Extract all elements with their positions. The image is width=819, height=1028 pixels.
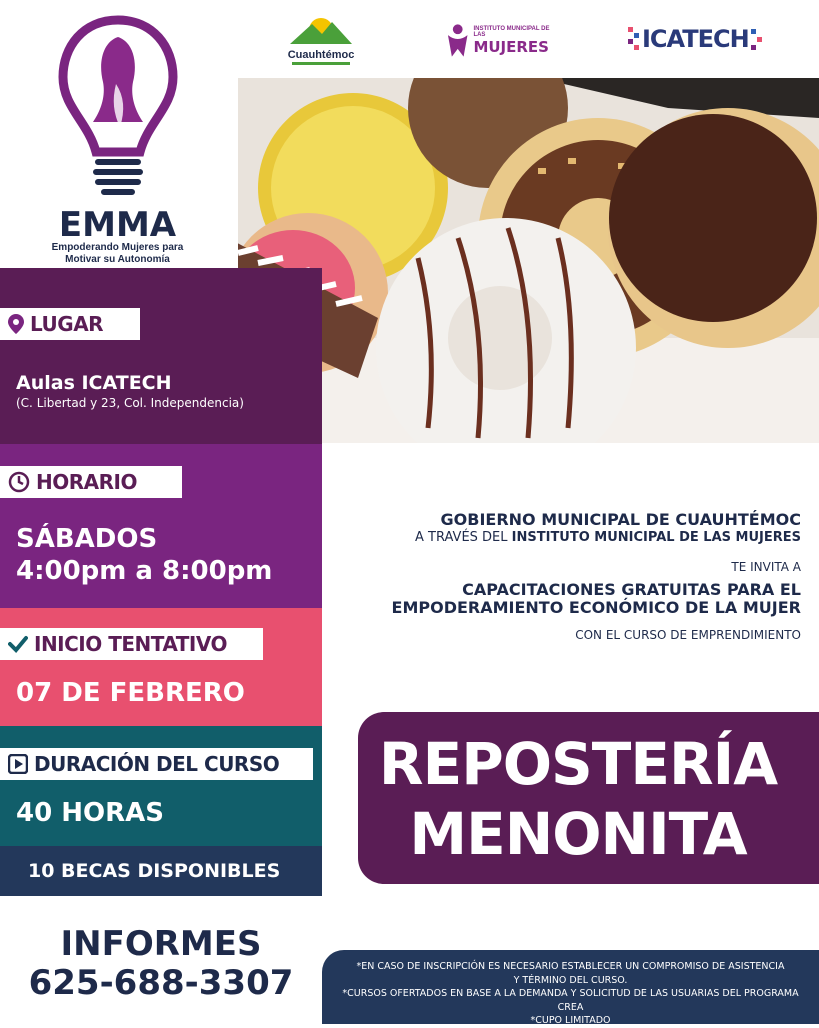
icatech-logo — [628, 22, 768, 56]
gov-title: GOBIERNO MUNICIPAL DE CUAUHTÉMOC — [440, 510, 801, 529]
horario-tag — [0, 466, 182, 498]
course-title-line1: REPOSTERÍA — [378, 730, 778, 798]
becas-text: 10 BECAS DISPONIBLES — [28, 860, 281, 882]
informes-phone: 625-688-3307 — [28, 963, 294, 1003]
cuauhtemoc-logo-text: Cuauhtémoc — [287, 49, 355, 61]
gov-through — [415, 530, 801, 545]
capacitaciones-line1: CAPACITACIONES GRATUITAS PARA EL — [462, 580, 801, 599]
duracion-tag — [0, 748, 313, 780]
disclaimer-notes — [322, 950, 819, 1024]
location-pin-icon — [8, 314, 24, 334]
capacitaciones-line2: EMPODERAMIENTO ECONÓMICO DE LA MUJER — [391, 598, 801, 617]
icatech-logo-text: ICATECH — [642, 25, 749, 53]
note-4: *CUPO LIMITADO — [530, 1015, 611, 1026]
cuauhtemoc-logo — [286, 14, 356, 66]
inicio-section — [0, 608, 322, 726]
through-bold: INSTITUTO MUNICIPAL DE LAS MUJERES — [511, 530, 801, 545]
donuts-photo — [238, 78, 819, 443]
horario-days: SÁBADOS — [16, 524, 158, 554]
play-icon — [8, 754, 28, 774]
inicio-date: 07 DE FEBRERO — [16, 678, 245, 708]
emma-subtitle-2: Motivar su Autonomía — [65, 254, 170, 265]
note-1: *EN CASO DE INSCRIPCIÓN ES NECESARIO ESTABLECER UN COMPROMISO DE ASISTENCIA — [356, 961, 785, 972]
inicio-label: INICIO TENTATIVO — [34, 632, 227, 656]
through-prefix: A TRAVÉS DEL — [415, 530, 508, 545]
horario-section — [0, 444, 322, 608]
te-invita: TE INVITA A — [731, 560, 801, 574]
note-2: Y TÉRMINO DEL CURSO. — [513, 974, 628, 986]
horario-label: HORARIO — [36, 470, 137, 494]
logos-bar — [238, 0, 819, 78]
becas-section — [0, 846, 322, 896]
instituto-big-text: MUJERES — [473, 38, 549, 56]
instituto-small-text: INSTITUTO MUNICIPAL DE LAS — [473, 26, 550, 38]
lugar-label: LUGAR — [30, 312, 104, 336]
lightbulb-woman-icon — [58, 12, 178, 212]
duracion-value: 40 HORAS — [16, 798, 164, 828]
emma-logo — [30, 12, 205, 265]
instituto-mujeres-logo — [446, 18, 561, 64]
clock-icon — [8, 471, 30, 493]
lugar-tag — [0, 308, 140, 340]
inicio-tag — [0, 628, 263, 660]
informes-block — [0, 925, 322, 1003]
informes-label: INFORMES — [60, 924, 262, 964]
emma-subtitle-1: Empoderando Mujeres para — [51, 242, 184, 253]
duracion-section — [0, 726, 322, 846]
lugar-section — [0, 268, 322, 444]
lugar-address: (C. Libertad y 23, Col. Independencia) — [16, 396, 244, 410]
emma-title: EMMA — [58, 205, 177, 245]
duracion-label: DURACIÓN DEL CURSO — [34, 752, 280, 776]
lugar-name: Aulas ICATECH — [16, 372, 172, 394]
course-title-line2: MENONITA — [409, 800, 747, 868]
note-3: *CURSOS OFERTADOS EN BASE A LA DEMANDA Y SOLICITUD DE LAS USUARIAS DEL PROGRAMA CREA — [342, 988, 799, 1013]
curso-line: CON EL CURSO DE EMPRENDIMIENTO — [575, 628, 801, 642]
course-banner — [358, 712, 819, 884]
horario-hours: 4:00pm a 8:00pm — [16, 556, 273, 586]
checkmark-icon — [8, 635, 28, 653]
